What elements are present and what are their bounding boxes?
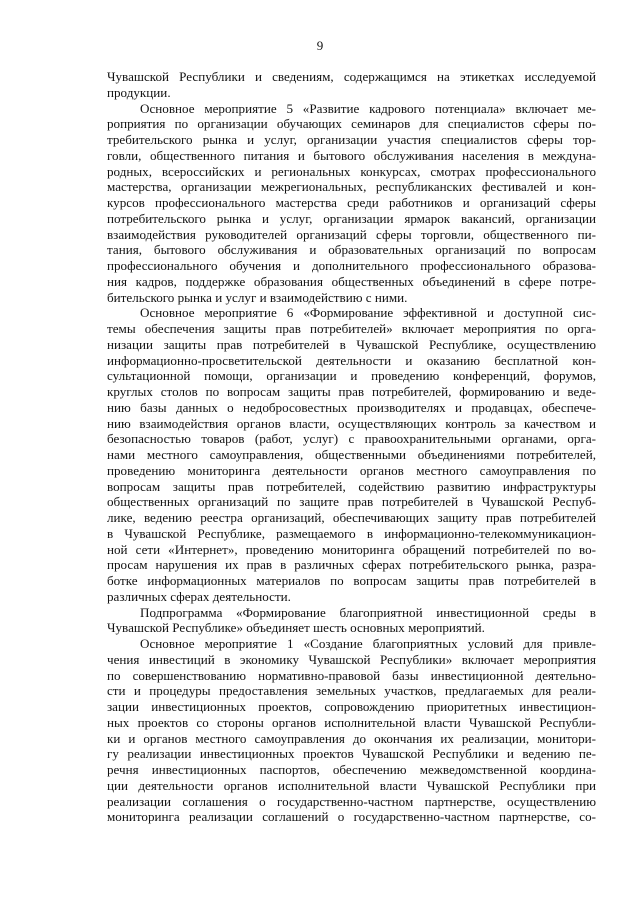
text-line: чения инвестиций в экономику Чувашской Республики» включает мероприятия — [107, 651, 596, 667]
text-line: информационно-просветительской деятельности и оказанию бесплатной кон- — [107, 352, 596, 368]
text-line: Чувашской Республике» объединяет шесть основных мероприятий. — [107, 620, 485, 636]
text-line: родных, всероссийских и региональных конкурсах, смотрах профессионального — [107, 163, 596, 179]
text-line: темы обеспечения защиты прав потребителей» включает мероприятия по орга- — [107, 321, 596, 336]
text-line: общественных организаций по защите прав потребителей в Чувашской Респуб- — [107, 494, 596, 510]
text-line: ной сети «Интернет», проведению мониторинга обращений потребителей по во- — [107, 541, 596, 557]
text-line: вопросам защиты прав потребителей, содействию развитию инфраструктуры — [107, 478, 596, 494]
text-line: нами местного самоуправления, общественными объединениями потребителей, — [107, 447, 596, 462]
text-line: по совершенствованию нормативно-правовой базы инвестиционной деятельно- — [107, 667, 596, 683]
text-line: круглых столов по вопросам защиты прав потребителей, формированию и веде- — [107, 384, 596, 399]
text-line: речня инвестиционных паспортов, обеспечению межведомственной координа- — [107, 762, 596, 777]
text-line: Подпрограмма «Формирование благоприятной инвестиционной среды в — [140, 604, 596, 620]
body-text — [107, 69, 596, 825]
text-line: ции деятельности органов исполнительной власти Чувашской Республики при — [107, 777, 596, 793]
text-line: Основное мероприятие 1 «Создание благоприятных условий для привле- — [140, 636, 596, 651]
text-line: низации защиты прав потребителей в Чувашской Республике, осуществлению — [107, 336, 596, 352]
text-line: Основное мероприятие 6 «Формирование эффективной и доступной сис- — [140, 305, 596, 321]
text-line: Основное мероприятие 5 «Развитие кадрового потенциала» включает ме- — [140, 100, 596, 116]
text-line: нию взаимодействия органов власти, осуществляющих контроль за качеством и — [107, 415, 596, 431]
text-line: роприятия по организации обучающих семинаров для специалистов сферы по- — [107, 116, 596, 132]
text-line: ки и органов местного самоуправления до окончания их реализации, монитори- — [107, 730, 596, 746]
text-line: говли, общественного питания и бытового обслуживания населения в междуна- — [107, 147, 596, 163]
text-line: реализации соглашения о государственно-частном партнерстве, осуществлению — [107, 793, 596, 809]
text-line: бительского рынка и услуг и взаимодействию с ними. — [107, 289, 408, 305]
text-line: взаимодействия руководителей организаций сферы торговли, общественного пи- — [107, 226, 596, 242]
text-line: Чувашской Республики и сведениям, содержащимся на этикетках исследуемой — [107, 69, 596, 84]
text-line: тания, бытового обслуживания и образовательных организаций по вопросам — [107, 242, 596, 258]
text-line: просам нарушения их прав в различных сферах потребительского рынка, разра- — [107, 557, 596, 573]
text-line: ния кадров, поддержке образования общественных объединений в сфере потре- — [107, 273, 596, 289]
text-line: гу реализации инвестиционных проектов Чувашской Республики и ведению пе- — [107, 746, 596, 762]
text-line: сультационной помощи, организации и проведению конференций, форумов, — [107, 368, 596, 384]
text-line: профессионального обучения и дополнительного профессионального образова- — [107, 258, 596, 273]
text-line: потребительского рынка и услуг, организации ярмарок вакансий, организации — [107, 210, 596, 226]
text-line: зации инвестиционных проектов, сопровождению приоритетных инвестицион- — [107, 699, 596, 714]
text-line: различных сферах деятельности. — [107, 588, 291, 604]
text-line: проведению мониторинга деятельности органов местного самоуправления по — [107, 462, 596, 478]
text-line: сти и процедуры предоставления земельных участков, предлагаемых для реали- — [107, 683, 596, 699]
text-line: безопасностью товаров (работ, услуг) с правоохранительными органами, орга- — [107, 431, 596, 447]
text-line: мониторинга реализации соглашений о государственно-частном партнерстве, со- — [107, 809, 596, 825]
page-number: 9 — [316, 38, 324, 53]
text-line: требительского рынка и услуг, организации участия специалистов сферы тор- — [107, 132, 596, 147]
text-line: нию базы данных о недобросовестных производителях и продавцах, обеспече- — [107, 399, 596, 415]
text-line: продукции. — [107, 84, 171, 100]
text-line: ботке информационных материалов по вопросам защиты прав потребителей в — [107, 573, 596, 588]
text-line: лике, ведению реестра организаций, обеспечивающих защиту прав потребителей — [107, 510, 596, 525]
text-line: в Чувашской Республике, размещаемого в информационно-телекоммуникацион- — [107, 525, 596, 541]
text-line: курсов профессионального мастерства среди работников и организаций сферы — [107, 195, 596, 210]
text-line: мастерства, организации межрегиональных, республиканских фестивалей и кон- — [107, 179, 596, 195]
text-line: ных проектов со стороны органов исполнительной власти Чувашской Республи- — [107, 714, 596, 730]
